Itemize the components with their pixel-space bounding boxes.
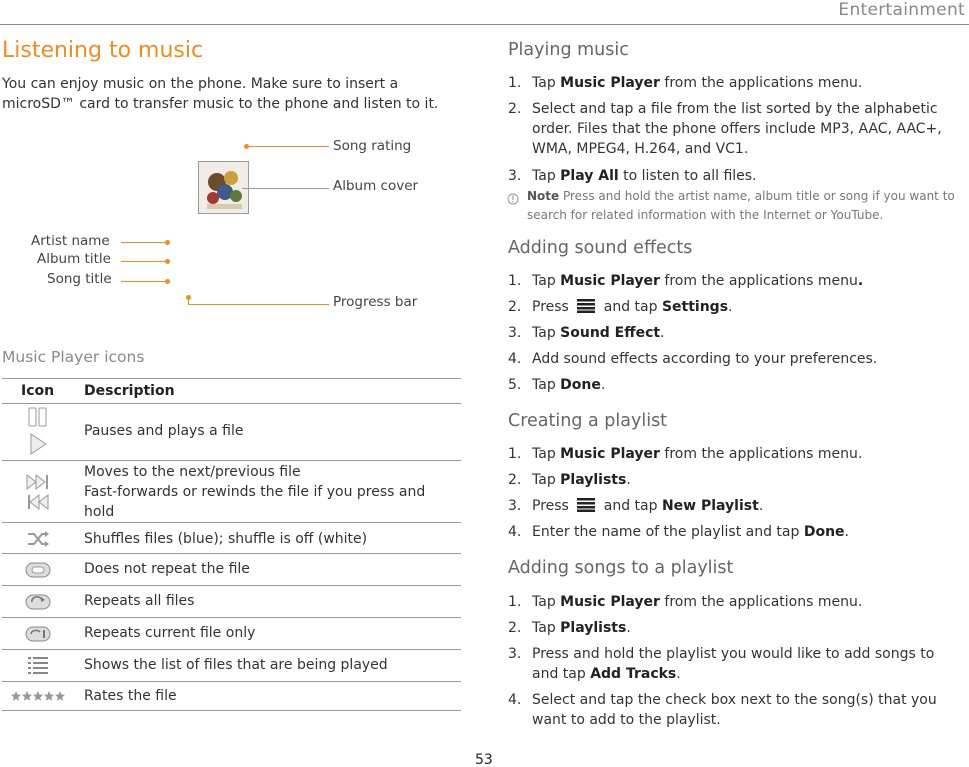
step-text: Add sound effects according to your preferences.	[532, 351, 878, 367]
callout-line	[121, 261, 167, 262]
table-rule	[2, 585, 461, 586]
step-number: 2.	[508, 472, 522, 488]
table-rule	[2, 403, 461, 404]
step-text: Select and tap a file from the list sorted by the alphabetic order. Files that the phone offers include MP3, AAC, AAC+, WMA, MPEG4, H.264, and VC1.	[532, 101, 942, 157]
callout-line	[121, 281, 167, 282]
step-number: 2.	[508, 299, 522, 315]
table-row-icon	[20, 525, 56, 552]
step-number: 4.	[508, 351, 522, 367]
step-number: 1.	[508, 446, 522, 462]
menu-key-icon	[577, 299, 595, 313]
step-text: Press and hold the playlist you would like to add songs to and tap Add Tracks.	[532, 646, 935, 682]
step-number: 1.	[508, 75, 522, 91]
playlist-icon	[26, 655, 50, 677]
table-row-desc: Shuffles files (blue); shuffle is off (white)	[84, 531, 368, 547]
step-number: 3.	[508, 498, 522, 514]
step-text: Enter the name of the playlist and tap Done.	[532, 524, 849, 540]
menu-key-icon	[577, 498, 595, 512]
section-title-adding-songs: Adding songs to a playlist	[508, 558, 734, 578]
table-bottom-rule	[2, 710, 461, 711]
header-divider	[0, 24, 969, 25]
step-text: Tap Done.	[532, 377, 606, 393]
note-text: Note Press and hold the artist name, album title or song if you want to search for related information with the Internet or YouTube.	[527, 189, 955, 222]
table-row-desc: Pauses and plays a file	[84, 423, 244, 439]
table-row-desc: Rates the file	[84, 688, 177, 704]
step-text: Tap Sound Effect.	[532, 325, 665, 341]
callout-line	[188, 304, 329, 305]
step-text: Tap Music Player from the applications menu.	[532, 594, 863, 610]
section-title-creating-playlist: Creating a playlist	[508, 411, 668, 431]
step-number: 2.	[508, 620, 522, 636]
step-text: Tap Music Player from the applications menu.	[532, 273, 864, 289]
repeat-one-icon	[25, 625, 51, 643]
table-rule	[2, 522, 461, 523]
step-text: Tap Playlists.	[532, 472, 631, 488]
callout-album-title: Album title	[37, 251, 111, 267]
step-number: 4.	[508, 524, 522, 540]
step-text: Tap Play All to listen to all files.	[532, 168, 757, 184]
step-number: 2.	[508, 101, 522, 117]
step-text: Press and tap New Playlist.	[532, 498, 764, 514]
step-number: 1.	[508, 594, 522, 610]
table-rule	[2, 681, 461, 682]
shuffle-icon	[26, 530, 50, 548]
section-title-effects: Adding sound effects	[508, 238, 693, 258]
step-text: Press and tap Settings.	[532, 299, 733, 315]
table-row-desc: Repeats current file only	[84, 625, 256, 641]
table-row-icon	[20, 652, 56, 679]
table-row-desc: Does not repeat the file	[84, 561, 250, 577]
table-row-desc: Repeats all files	[84, 593, 195, 609]
table-rule	[2, 649, 461, 650]
intro-paragraph: You can enjoy music on the phone. Make sure to insert a microSD™ card to transfer music to the phone and listen to it.	[2, 76, 439, 112]
table-row-icon	[20, 556, 56, 583]
step-number: 3.	[508, 646, 522, 662]
step-text: Select and tap the check box next to the song(s) that you want to add to the playlist.	[532, 692, 937, 728]
next-previous-icon	[25, 472, 51, 512]
step-number: 3.	[508, 325, 522, 341]
step-number: 3.	[508, 168, 522, 184]
rating-stars-icon	[11, 690, 65, 702]
page-number: 53	[475, 752, 493, 767]
icons-heading: Music Player icons	[2, 348, 145, 366]
table-rule	[2, 617, 461, 618]
callout-line	[121, 242, 167, 243]
callout-artist-name: Artist name	[31, 233, 110, 249]
callout-dot	[165, 259, 170, 264]
table-row-icon	[20, 463, 56, 521]
callout-progress-bar: Progress bar	[333, 294, 418, 310]
table-header-description: Description	[84, 383, 175, 399]
callout-dot	[165, 279, 170, 284]
step-number: 5.	[508, 377, 522, 393]
step-text: Tap Playlists.	[532, 620, 631, 636]
callout-line	[188, 297, 189, 304]
callout-line	[247, 146, 329, 147]
table-row-icon	[20, 588, 56, 615]
table-rule	[2, 553, 461, 554]
repeat-all-icon	[25, 593, 51, 611]
info-icon	[507, 190, 519, 209]
step-text: Tap Music Player from the applications menu.	[532, 75, 863, 91]
callout-line	[242, 188, 329, 189]
pause-play-icon	[27, 407, 49, 457]
step-number: 1.	[508, 273, 522, 289]
table-rule	[2, 460, 461, 461]
table-row-icon	[20, 406, 56, 458]
table-row-desc: Moves to the next/previous file Fast-forwards or rewinds the file if you press and hold	[84, 464, 426, 520]
section-title-playing: Playing music	[508, 40, 629, 60]
callout-song-title: Song title	[47, 271, 112, 287]
table-row-icon	[10, 684, 66, 708]
step-text: Tap Music Player from the applications menu.	[532, 446, 863, 462]
callout-song-rating: Song rating	[333, 138, 412, 154]
step-number: 4.	[508, 692, 522, 708]
header-title: Entertainment	[838, 0, 965, 20]
section-title-listening: Listening to music	[2, 38, 204, 63]
repeat-off-icon	[25, 561, 51, 579]
table-header-icon: Icon	[21, 383, 55, 399]
callout-album-cover: Album cover	[333, 178, 419, 194]
callout-dot	[165, 240, 170, 245]
table-row-icon	[20, 620, 56, 647]
table-top-rule	[2, 378, 461, 379]
table-row-desc: Shows the list of files that are being played	[84, 657, 388, 673]
